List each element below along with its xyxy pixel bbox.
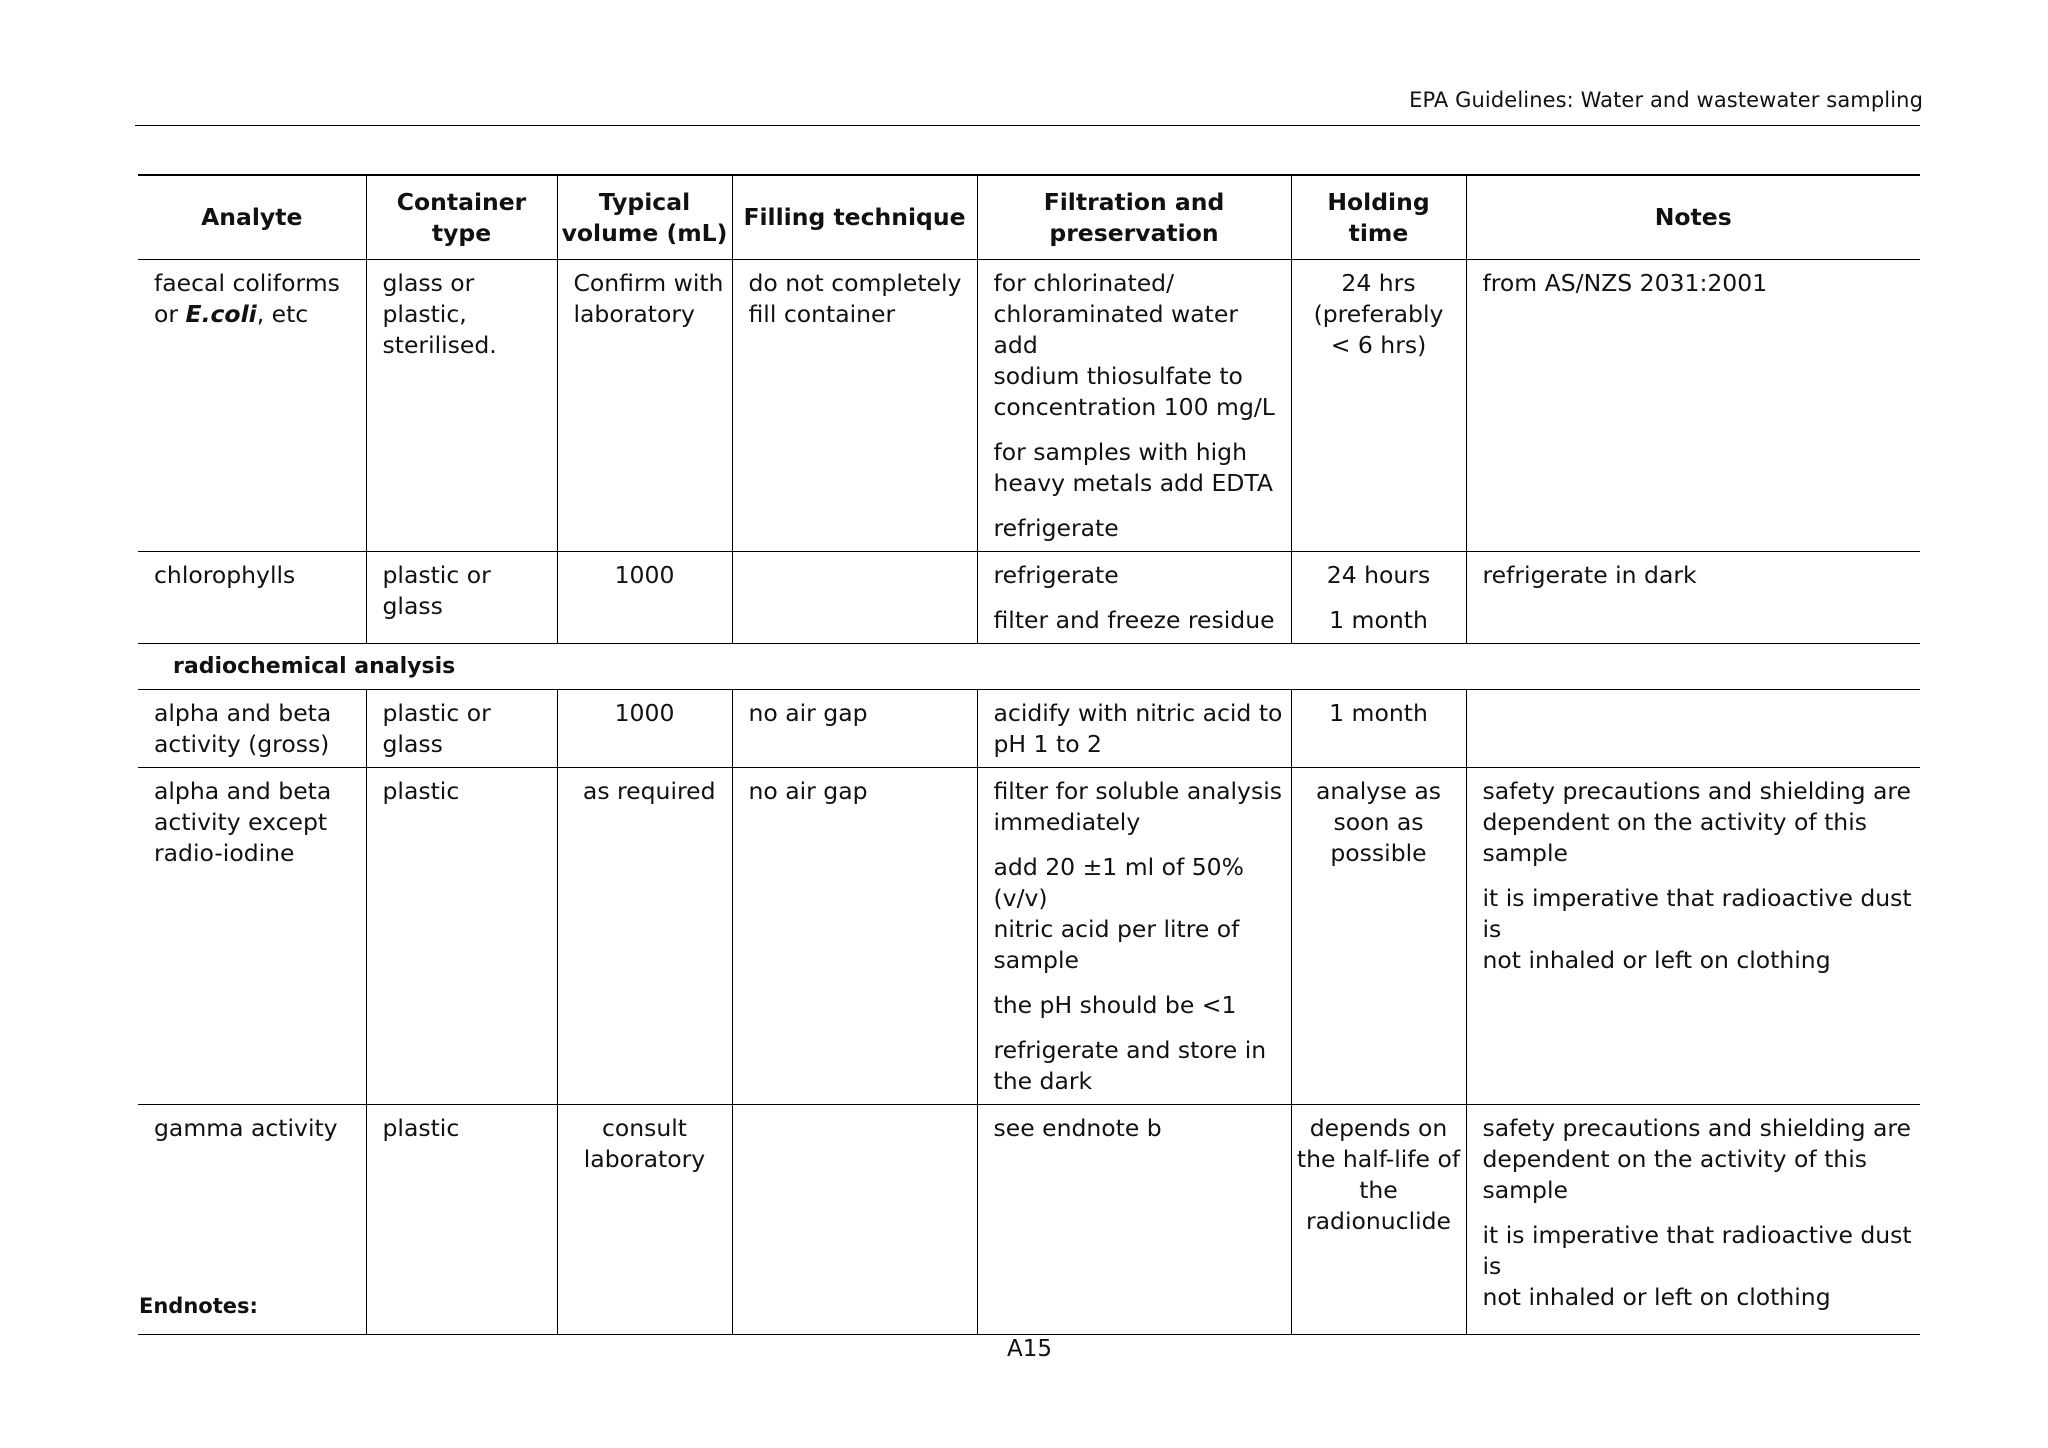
notes-paragraph: safety precautions and shielding are dependent on the activity of this sample [1482,777,1911,867]
cell-filtration [977,768,1291,1105]
filtration-paragraph: for chlorinated/ chloraminated water add sodium thiosulfate to concentration 100 mg/L [993,269,1275,421]
cell-filling [732,1105,977,1335]
cell-notes [1466,1105,1920,1335]
cell-filtration: acidify with nitric acid to pH 1 to 2 [977,690,1291,768]
cell-analyte: gamma activity [138,1105,366,1335]
table-row [138,690,1920,768]
table-row [138,1105,1920,1335]
cell-analyte: alpha and beta activity except radio-iodine [138,768,366,1105]
notes-paragraph: it is imperative that radioactive dust is not inhaled or left on clothing [1482,1221,1912,1311]
table-row [138,260,1920,552]
cell-holding: depends on the half-life of the radionuclide [1291,1105,1466,1335]
cell-analyte: chlorophylls [138,552,366,644]
cell-notes: from AS/NZS 2031:2001 [1466,260,1920,552]
cell-volume: as required [557,768,732,1105]
header-filling-technique: Filling technique [732,175,977,260]
filtration-paragraph: refrigerate [993,514,1119,542]
cell-volume: 1000 [557,552,732,644]
cell-holding: 1 month [1291,690,1466,768]
filtration-paragraph: filter for soluble analysis immediately [993,777,1282,836]
header-filtration-preservation: Filtration and preservation [977,175,1291,260]
cell-filling: do not completely fill container [732,260,977,552]
filtration-paragraph: refrigerate and store in the dark [993,1036,1267,1095]
header-notes: Notes [1466,175,1920,260]
cell-container: plastic [366,1105,557,1335]
cell-container: plastic or glass [366,552,557,644]
cell-filtration: see endnote b [977,1105,1291,1335]
header-analyte: Analyte [138,175,366,260]
cell-filtration: refrigerate filter and freeze residue [977,552,1291,644]
section-label: radiochemical analysis [138,644,1920,690]
header-row [138,175,1920,260]
cell-volume: Confirm with laboratory [557,260,732,552]
cell-analyte: faecal coliforms or E.coli, etc [138,260,366,552]
filtration-paragraph: add 20 ±1 ml of 50% (v/v) nitric acid per litre of sample [993,853,1244,974]
sampling-table [138,174,1920,1335]
filtration-paragraph: the pH should be <1 [993,991,1237,1019]
notes-paragraph: safety precautions and shielding are dependent on the activity of this sample [1482,1114,1911,1204]
cell-container: plastic or glass [366,690,557,768]
table-row [138,768,1920,1105]
cell-filling [732,552,977,644]
cell-volume: 1000 [557,690,732,768]
cell-notes [1466,690,1920,768]
header-container-type: Container type [366,175,557,260]
header-holding-time: Holding time [1291,175,1466,260]
notes-paragraph: it is imperative that radioactive dust is not inhaled or left on clothing [1482,884,1912,974]
cell-container: plastic [366,768,557,1105]
cell-container: glass or plastic, sterilised. [366,260,557,552]
cell-filling: no air gap [732,690,977,768]
cell-volume: consult laboratory [557,1105,732,1335]
cell-notes: refrigerate in dark [1466,552,1920,644]
cell-holding: analyse as soon as possible [1291,768,1466,1105]
cell-holding: 24 hours 1 month [1291,552,1466,644]
page-number: A15 [1007,1336,1053,1362]
filtration-paragraph: for samples with high heavy metals add EDTA [993,438,1273,497]
header-rule [135,125,1920,126]
cell-filling: no air gap [732,768,977,1105]
cell-filtration [977,260,1291,552]
section-row [138,644,1920,690]
cell-holding: 24 hrs (preferably < 6 hrs) [1291,260,1466,552]
cell-analyte: alpha and beta activity (gross) [138,690,366,768]
cell-notes [1466,768,1920,1105]
table-row [138,552,1920,644]
endnotes-label: Endnotes: [139,1294,258,1318]
running-header: EPA Guidelines: Water and wastewater sampling [1409,88,1923,112]
header-typical-volume: Typical volume (mL) [557,175,732,260]
